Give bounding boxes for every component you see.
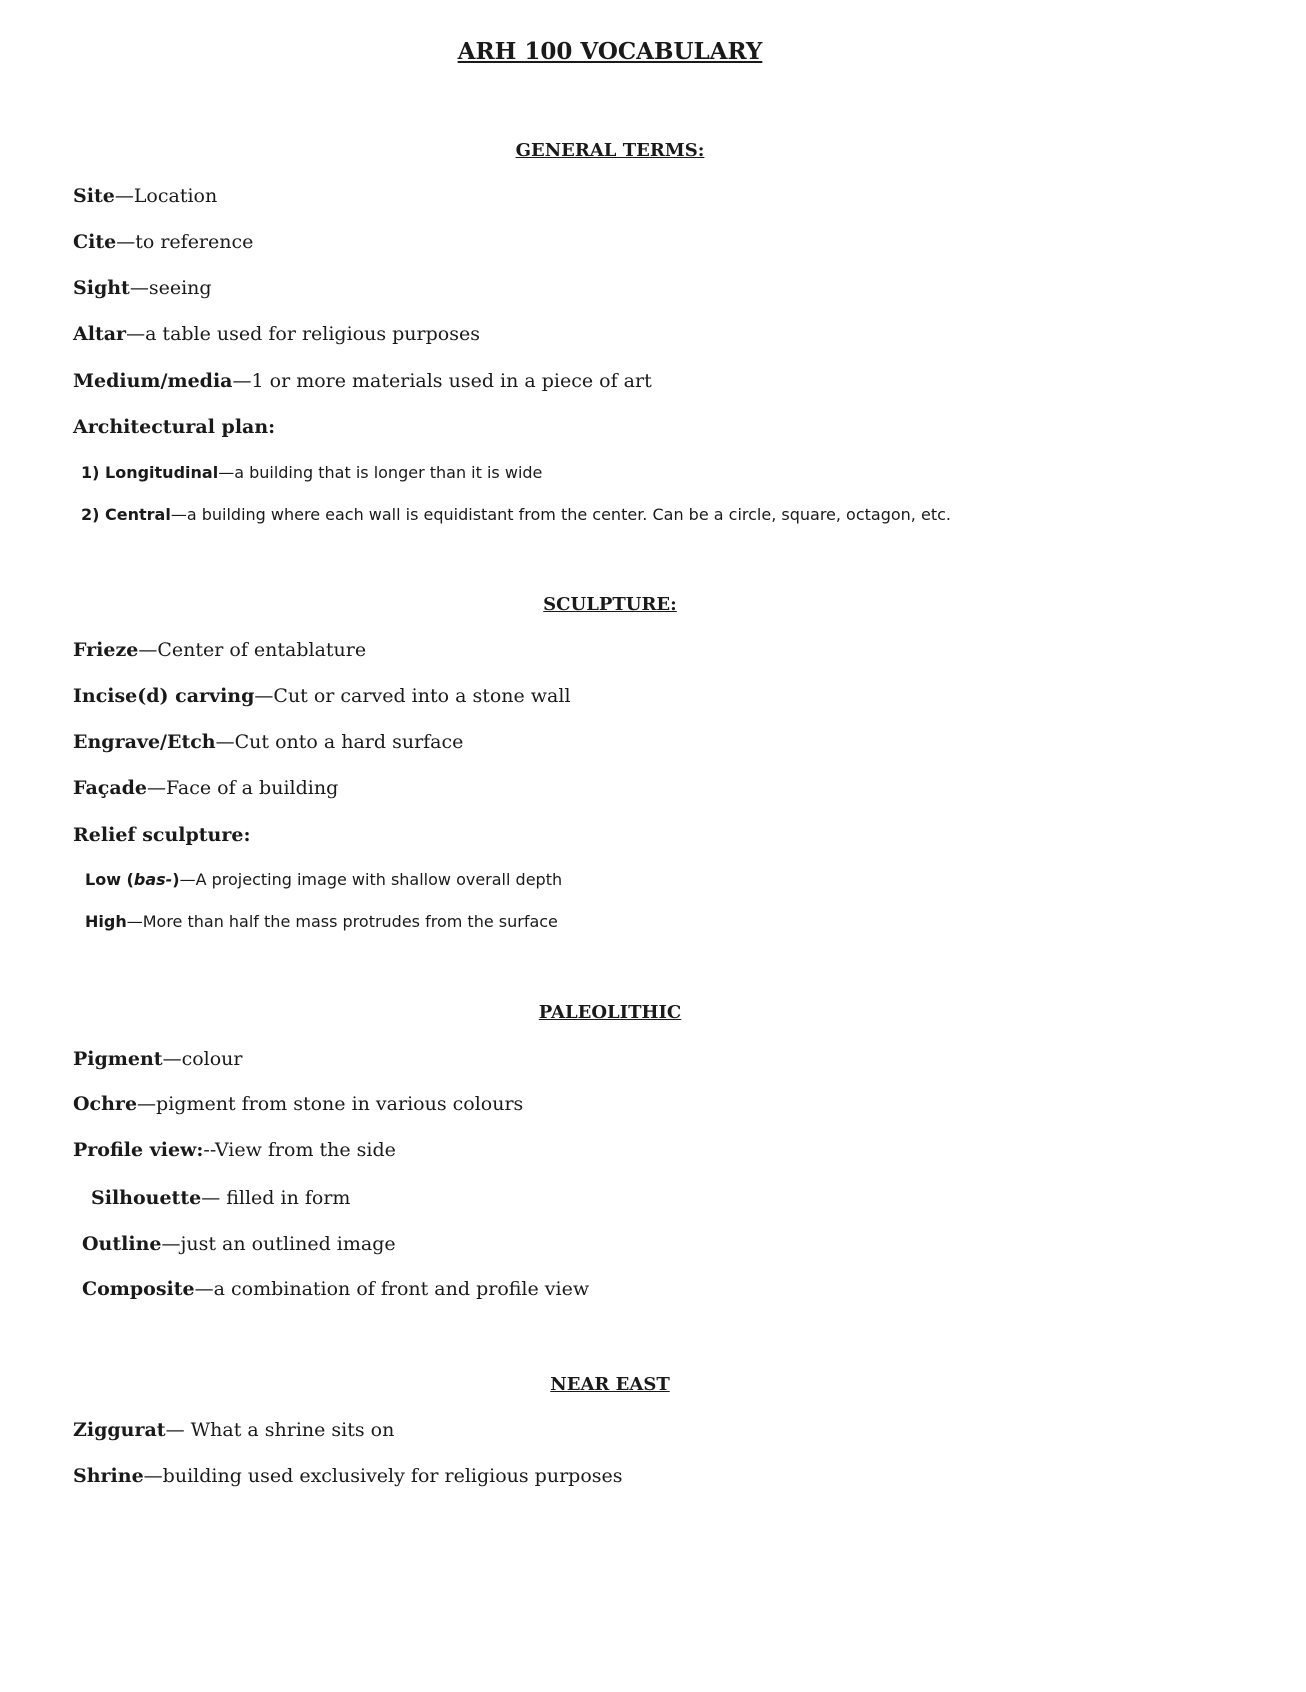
vocab-definition: Location (133, 185, 218, 207)
vocab-term: Profile view: (73, 1139, 204, 1161)
vocab-entry-incised-carving (73, 685, 571, 707)
vocab-term: Medium/media (73, 370, 233, 392)
section-heading-paleolithic: PALEOLITHIC (538, 1002, 682, 1023)
vocab-entry-profile-view (73, 1139, 396, 1161)
vocab-definition: Face of a building (166, 777, 339, 799)
separator: — (137, 1093, 157, 1115)
vocab-term: Incise(d) carving (73, 685, 255, 707)
term-suffix: ) (172, 870, 180, 889)
section-heading-near-east: NEAR EAST (550, 1374, 670, 1395)
vocab-definition: pigment from stone in various colours (156, 1093, 524, 1115)
vocab-term: 1) Longitudinal (81, 463, 219, 482)
vocab-term (85, 870, 180, 889)
separator: — (165, 1419, 191, 1441)
vocab-entry-longitudinal (81, 463, 542, 482)
vocab-entry-ochre (73, 1093, 523, 1115)
vocab-entry-sight (73, 277, 212, 299)
separator: — (254, 685, 274, 707)
separator: — (126, 323, 146, 345)
separator: — (161, 1233, 181, 1255)
separator: — (194, 1278, 214, 1300)
vocab-entry-medium (73, 370, 652, 392)
vocab-term: Composite (82, 1278, 195, 1300)
vocab-entry-site (73, 185, 217, 207)
vocab-definition: filled in form (226, 1187, 351, 1209)
vocab-definition: to reference (135, 231, 254, 253)
vocab-definition: Cut onto a hard surface (234, 731, 464, 753)
vocab-definition: A projecting image with shallow overall depth (195, 870, 563, 889)
separator: — (218, 463, 235, 482)
vocab-term: Relief sculpture: (73, 824, 251, 846)
vocab-term: Façade (73, 777, 148, 799)
separator: — (215, 731, 235, 753)
vocab-definition: What a shrine sits on (190, 1419, 395, 1441)
vocab-entry-ziggurat (73, 1419, 394, 1441)
vocab-entry-frieze (73, 639, 366, 661)
vocab-term: Altar (73, 323, 127, 345)
separator: -- (203, 1139, 215, 1161)
vocab-term: Architectural plan: (73, 416, 276, 438)
vocab-entry-engrave-etch (73, 731, 463, 753)
vocab-definition: More than half the mass protrudes from the surface (142, 912, 558, 931)
separator: — (170, 505, 187, 524)
vocab-term: Shrine (73, 1465, 144, 1487)
vocab-definition: a table used for religious purposes (145, 323, 480, 345)
page-title: ARH 100 VOCABULARY (457, 38, 763, 65)
separator: — (138, 639, 158, 661)
vocab-term: Ochre (73, 1093, 138, 1115)
vocab-entry-architectural-plan (73, 416, 275, 438)
vocab-definition: Center of entablature (157, 639, 367, 661)
vocab-entry-silhouette (91, 1187, 350, 1209)
separator: — (232, 370, 252, 392)
vocab-definition: a building that is longer than it is wide (234, 463, 543, 482)
vocab-entry-composite (82, 1278, 589, 1300)
vocab-definition: building used exclusively for religious purposes (162, 1465, 623, 1487)
term-prefix: Low ( (85, 870, 134, 889)
separator: — (201, 1187, 227, 1209)
vocab-definition: Cut or carved into a stone wall (273, 685, 571, 707)
separator: — (147, 777, 167, 799)
vocab-term: 2) Central (81, 505, 171, 524)
vocab-entry-altar (73, 323, 480, 345)
vocab-term: Ziggurat (73, 1419, 166, 1441)
vocab-entry-outline (82, 1233, 396, 1255)
vocab-term: Site (73, 185, 115, 207)
vocab-definition: just an outlined image (180, 1233, 396, 1255)
separator: — (114, 185, 134, 207)
vocab-definition: a combination of front and profile view (213, 1278, 590, 1300)
separator: — (162, 1048, 182, 1070)
section-heading-sculpture: SCULPTURE: (543, 594, 677, 615)
vocab-entry-facade (73, 777, 338, 799)
separator: — (129, 277, 149, 299)
vocab-term: Cite (73, 231, 117, 253)
vocab-term: Engrave/Etch (73, 731, 216, 753)
vocab-entry-shrine (73, 1465, 623, 1487)
vocab-term: Silhouette (91, 1187, 202, 1209)
vocab-entry-pigment (73, 1048, 243, 1070)
vocab-term: Sight (73, 277, 130, 299)
vocab-entry-cite (73, 231, 253, 253)
vocab-term: Outline (82, 1233, 162, 1255)
vocab-definition: colour (181, 1048, 243, 1070)
vocab-term: Frieze (73, 639, 139, 661)
vocab-definition: 1 or more materials used in a piece of art (251, 370, 652, 392)
vocab-entry-low-relief (85, 870, 562, 889)
separator: — (116, 231, 136, 253)
separator: — (143, 1465, 163, 1487)
term-italic: bas- (133, 870, 173, 889)
separator: — (179, 870, 196, 889)
vocab-definition: seeing (148, 277, 212, 299)
vocab-entry-relief-sculpture (73, 824, 250, 846)
separator: — (126, 912, 143, 931)
vocab-entry-central (81, 505, 951, 524)
vocab-term: High (85, 912, 127, 931)
vocab-term: Pigment (73, 1048, 163, 1070)
vocab-entry-high-relief (85, 912, 558, 931)
section-heading-general-terms: GENERAL TERMS: (515, 140, 705, 161)
vocab-definition: a building where each wall is equidistant from the center. Can be a circle, square, octagon, etc. (186, 505, 951, 524)
vocab-definition: View from the side (214, 1139, 396, 1161)
